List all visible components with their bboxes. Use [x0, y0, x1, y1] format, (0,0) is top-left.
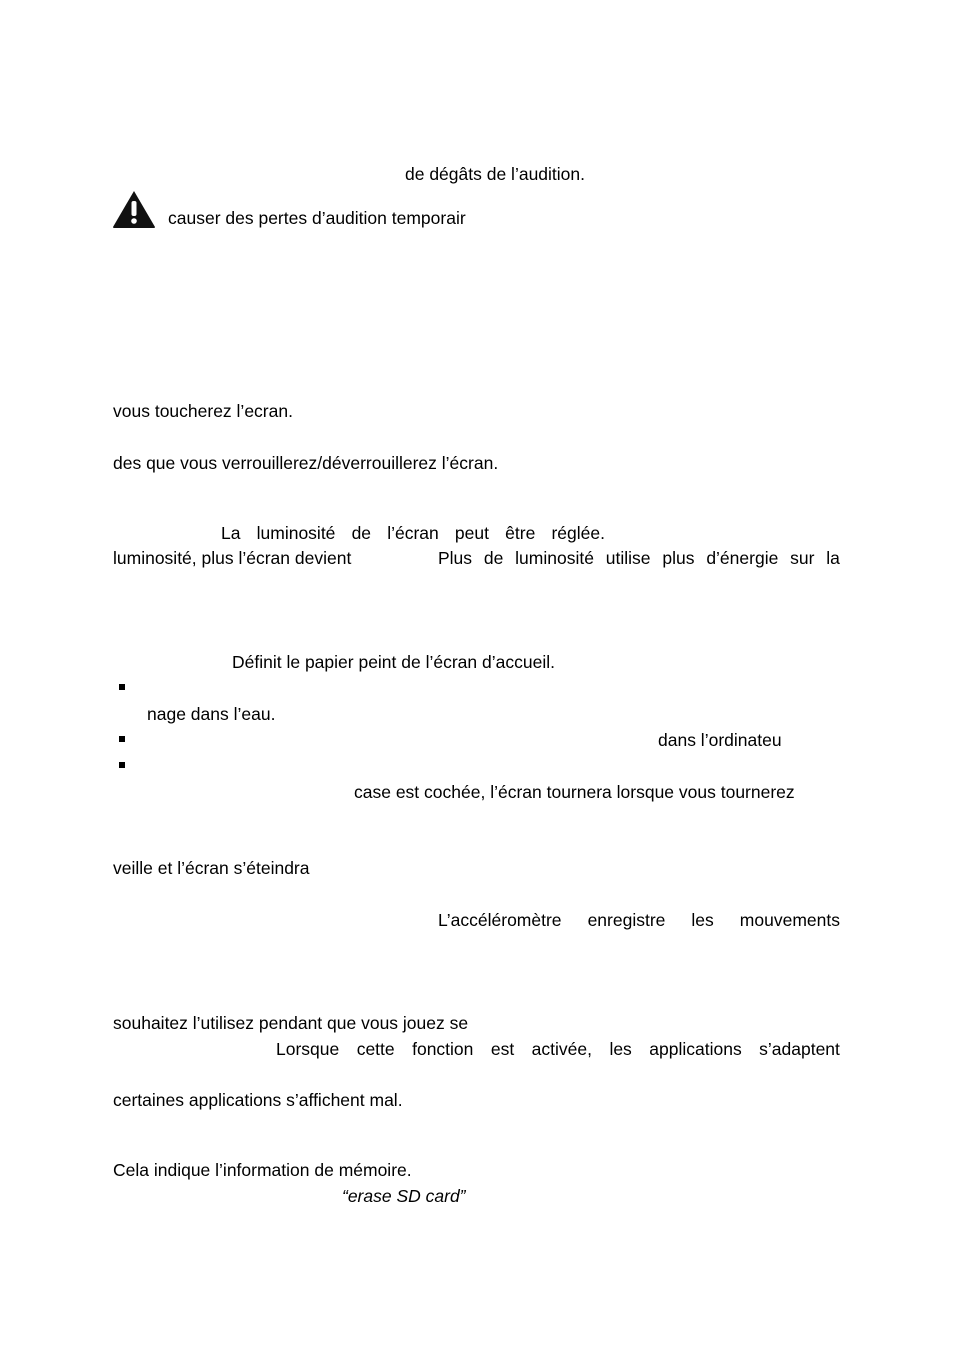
text-line-12: L’accéléromètre enregistre les mouvements: [438, 910, 840, 930]
text-line-1: de dégâts de l’audition.: [405, 164, 585, 184]
text-line-5: La luminosité de l’écran peut être réglée.: [221, 523, 605, 543]
text-line-2: causer des pertes d’audition temporair: [168, 208, 466, 228]
text-line-16: Cela indique l’information de mémoire.: [113, 1160, 412, 1180]
text-line-17: “erase SD card”: [342, 1186, 466, 1206]
text-line-4: des que vous verrouillerez/déverrouillerez l’écran.: [113, 453, 499, 473]
text-line-13: souhaitez l’utilisez pendant que vous jouez se: [113, 1013, 469, 1033]
bullet-marker: [119, 736, 125, 742]
text-line-3: vous toucherez l’ecran.: [113, 401, 293, 421]
text-line-6b: Plus de luminosité utilise plus d’énergie sur la: [438, 548, 840, 568]
text-line-11: veille et l’écran s’éteindra: [113, 858, 310, 878]
bullet-marker: [119, 762, 125, 768]
text-line-9: dans l’ordinateu: [658, 730, 782, 750]
warning-triangle-icon: [112, 189, 156, 229]
text-line-14: Lorsque cette fonction est activée, les applications s’adaptent: [276, 1039, 840, 1059]
text-line-8: nage dans l’eau.: [147, 704, 276, 724]
text-line-15: certaines applications s’affichent mal.: [113, 1090, 403, 1110]
bullet-marker: [119, 684, 125, 690]
text-line-6a: luminosité, plus l’écran devient: [113, 548, 352, 568]
text-line-10: case est cochée, l’écran tournera lorsque vous tournerez: [354, 782, 795, 802]
text-line-7: Définit le papier peint de l’écran d’accueil.: [232, 652, 555, 672]
